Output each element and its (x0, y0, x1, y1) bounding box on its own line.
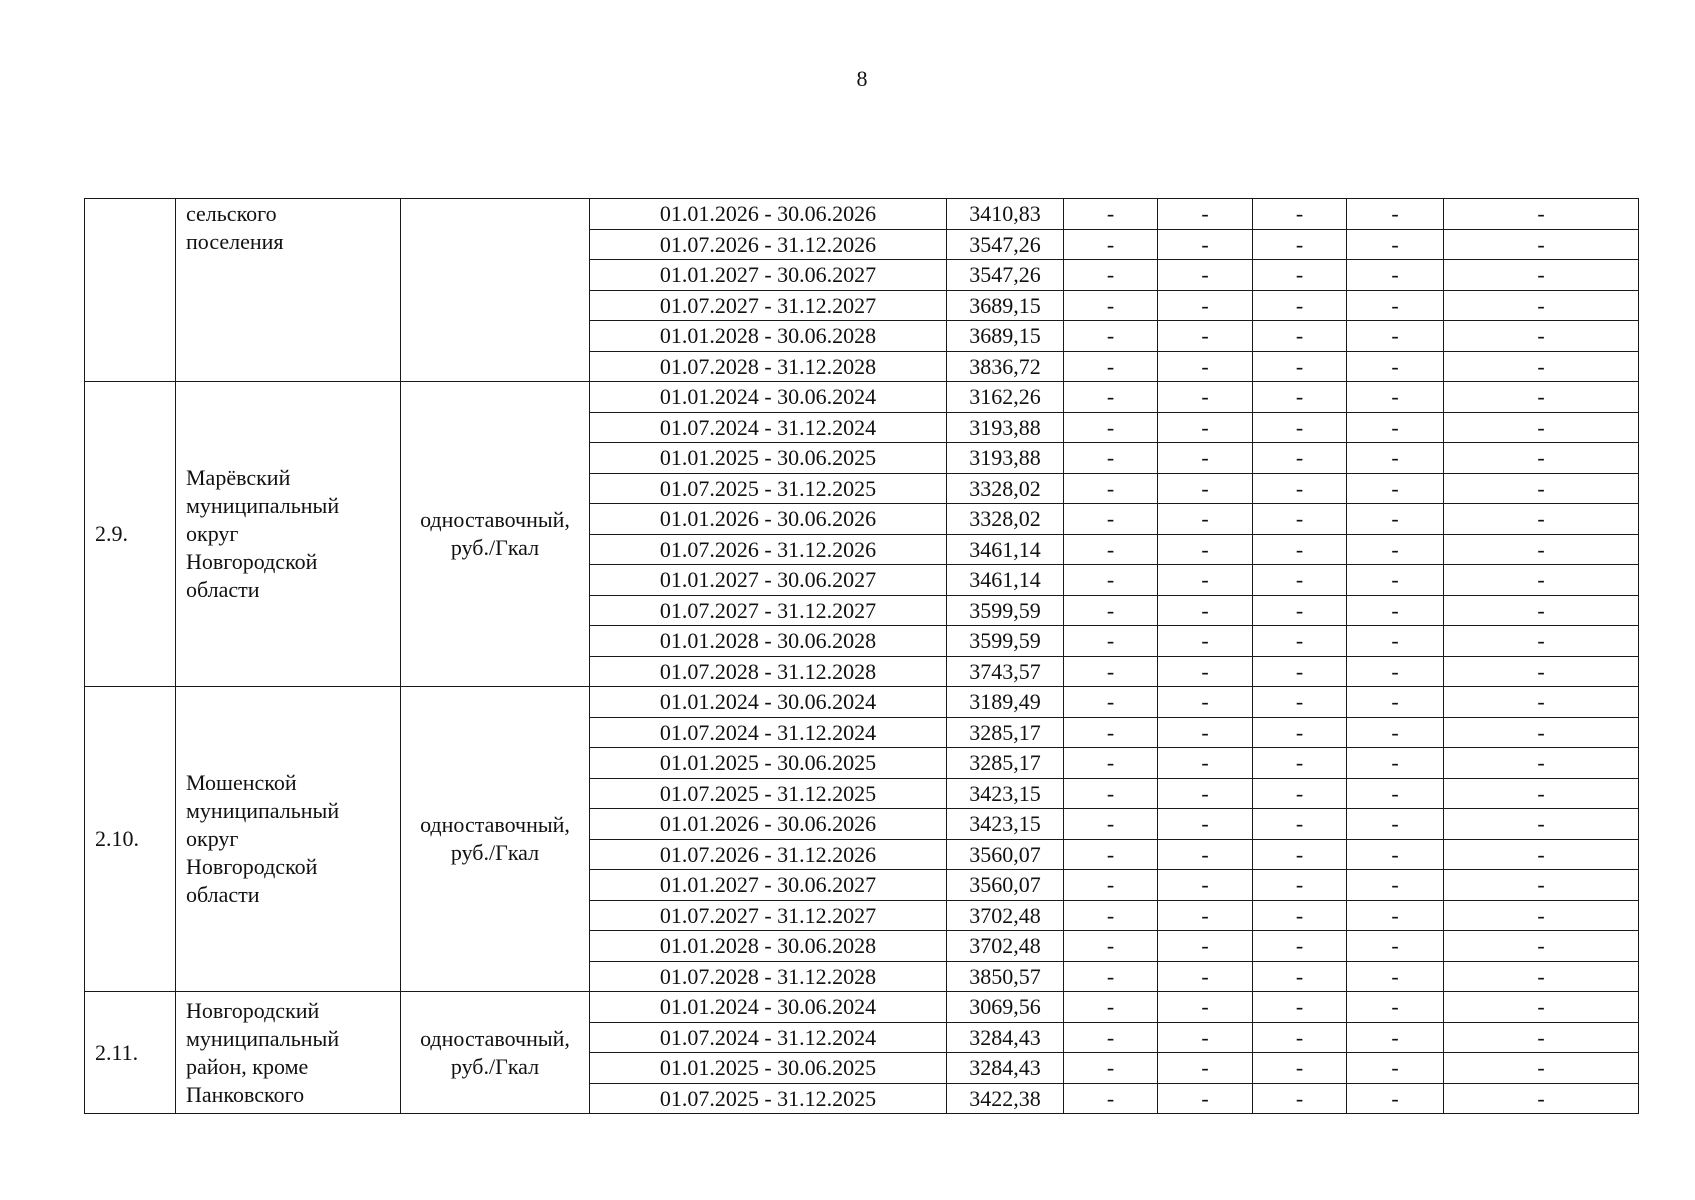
empty-value-cell: - (1158, 748, 1253, 779)
period-cell: 01.01.2024 - 30.06.2024 (590, 382, 947, 413)
empty-value-cell: - (1253, 534, 1347, 565)
municipality-name-line: Мошенской (186, 770, 297, 795)
empty-value-cell: - (1253, 839, 1347, 870)
empty-value-cell: - (1253, 565, 1347, 596)
empty-value-cell: - (1064, 351, 1158, 382)
period-cell: 01.07.2025 - 31.12.2025 (590, 473, 947, 504)
empty-value-cell: - (1347, 382, 1444, 413)
empty-value-cell: - (1158, 443, 1253, 474)
empty-value-cell: - (1158, 1022, 1253, 1053)
tariff-value-cell: 3410,83 (947, 199, 1064, 230)
empty-value-cell: - (1064, 229, 1158, 260)
empty-value-cell: - (1253, 260, 1347, 291)
municipality-name-cell (176, 382, 401, 687)
empty-value-cell: - (1444, 992, 1639, 1023)
empty-value-cell: - (1253, 992, 1347, 1023)
empty-value-cell: - (1253, 656, 1347, 687)
empty-value-cell: - (1064, 1053, 1158, 1084)
tariff-table (84, 198, 1639, 1114)
empty-value-cell: - (1253, 870, 1347, 901)
empty-value-cell: - (1347, 534, 1444, 565)
empty-value-cell: - (1347, 199, 1444, 230)
empty-value-cell: - (1444, 595, 1639, 626)
empty-value-cell: - (1347, 443, 1444, 474)
item-number-cell: 2.10. (85, 687, 176, 992)
period-cell: 01.07.2028 - 31.12.2028 (590, 961, 947, 992)
tariff-value-cell: 3285,17 (947, 748, 1064, 779)
tariff-value-cell: 3284,43 (947, 1022, 1064, 1053)
empty-value-cell: - (1347, 778, 1444, 809)
empty-value-cell: - (1347, 290, 1444, 321)
tariff-value-cell: 3461,14 (947, 565, 1064, 596)
municipality-name-line: район, кроме (186, 1053, 309, 1079)
empty-value-cell: - (1347, 1053, 1444, 1084)
period-cell: 01.07.2025 - 31.12.2025 (590, 1083, 947, 1114)
empty-value-cell: - (1253, 809, 1347, 840)
empty-value-cell: - (1064, 748, 1158, 779)
page-number: 8 (856, 66, 868, 91)
empty-value-cell: - (1253, 778, 1347, 809)
table-row (85, 382, 1639, 413)
empty-value-cell: - (1064, 382, 1158, 413)
empty-value-cell: - (1064, 1083, 1158, 1114)
empty-value-cell: - (1444, 931, 1639, 962)
empty-value-cell: - (1158, 870, 1253, 901)
empty-value-cell: - (1444, 229, 1639, 260)
tariff-value-cell: 3328,02 (947, 473, 1064, 504)
empty-value-cell: - (1444, 382, 1639, 413)
item-number-cell: 2.9. (85, 382, 176, 687)
empty-value-cell: - (1158, 656, 1253, 687)
empty-value-cell: - (1347, 870, 1444, 901)
municipality-name-line: округ (186, 521, 239, 546)
empty-value-cell: - (1253, 229, 1347, 260)
empty-value-cell: - (1347, 321, 1444, 352)
empty-value-cell: - (1253, 687, 1347, 718)
tariff-type-line: руб./Гкал (450, 535, 540, 560)
tariff-type-line: руб./Гкал (450, 840, 540, 865)
tariff-value-cell: 3193,88 (947, 412, 1064, 443)
empty-value-cell: - (1064, 992, 1158, 1023)
period-cell: 01.01.2027 - 30.06.2027 (590, 565, 947, 596)
period-cell: 01.01.2028 - 30.06.2028 (590, 931, 947, 962)
municipality-name-line: Новгородской (186, 549, 318, 574)
period-cell: 01.01.2025 - 30.06.2025 (590, 443, 947, 474)
empty-value-cell: - (1253, 748, 1347, 779)
municipality-name-line: округ (186, 826, 239, 851)
empty-value-cell: - (1444, 900, 1639, 931)
period-cell: 01.01.2024 - 30.06.2024 (590, 992, 947, 1023)
empty-value-cell: - (1064, 504, 1158, 535)
period-cell: 01.01.2026 - 30.06.2026 (590, 504, 947, 535)
empty-value-cell: - (1064, 260, 1158, 291)
empty-value-cell: - (1347, 961, 1444, 992)
period-cell: 01.07.2024 - 31.12.2024 (590, 412, 947, 443)
empty-value-cell: - (1347, 900, 1444, 931)
empty-value-cell: - (1444, 473, 1639, 504)
empty-value-cell: - (1064, 534, 1158, 565)
empty-value-cell: - (1253, 382, 1347, 413)
period-cell: 01.01.2028 - 30.06.2028 (590, 321, 947, 352)
empty-value-cell: - (1158, 534, 1253, 565)
empty-value-cell: - (1253, 504, 1347, 535)
empty-value-cell: - (1444, 961, 1639, 992)
tariff-value-cell: 3328,02 (947, 504, 1064, 535)
tariff-value-cell: 3560,07 (947, 839, 1064, 870)
tariff-value-cell: 3599,59 (947, 595, 1064, 626)
tariff-type-line: одноставочный, (420, 1025, 570, 1051)
empty-value-cell: - (1444, 1053, 1639, 1084)
tariff-value-cell: 3285,17 (947, 717, 1064, 748)
empty-value-cell: - (1064, 321, 1158, 352)
period-cell: 01.07.2025 - 31.12.2025 (590, 778, 947, 809)
empty-value-cell: - (1064, 656, 1158, 687)
empty-value-cell: - (1253, 290, 1347, 321)
empty-value-cell: - (1347, 260, 1444, 291)
empty-value-cell: - (1444, 412, 1639, 443)
empty-value-cell: - (1347, 809, 1444, 840)
empty-value-cell: - (1158, 900, 1253, 931)
period-cell: 01.01.2025 - 30.06.2025 (590, 1053, 947, 1084)
tariff-type-cell (401, 687, 590, 992)
empty-value-cell: - (1253, 1053, 1347, 1084)
empty-value-cell: - (1444, 839, 1639, 870)
empty-value-cell: - (1158, 382, 1253, 413)
empty-value-cell: - (1444, 1083, 1639, 1114)
empty-value-cell: - (1253, 626, 1347, 657)
empty-value-cell: - (1064, 626, 1158, 657)
tariff-table-body (85, 199, 1639, 1114)
empty-value-cell: - (1347, 839, 1444, 870)
empty-value-cell: - (1444, 534, 1639, 565)
empty-value-cell: - (1064, 717, 1158, 748)
empty-value-cell: - (1158, 1083, 1253, 1114)
tariff-value-cell: 3836,72 (947, 351, 1064, 382)
tariff-value-cell: 3689,15 (947, 321, 1064, 352)
empty-value-cell: - (1347, 1083, 1444, 1114)
empty-value-cell: - (1253, 412, 1347, 443)
empty-value-cell: - (1347, 748, 1444, 779)
empty-value-cell: - (1158, 992, 1253, 1023)
municipality-name-line: Марёвский (186, 465, 291, 490)
empty-value-cell: - (1158, 687, 1253, 718)
period-cell: 01.07.2028 - 31.12.2028 (590, 351, 947, 382)
empty-value-cell: - (1253, 351, 1347, 382)
municipality-name-line: Новгородской (186, 854, 318, 879)
period-cell: 01.01.2027 - 30.06.2027 (590, 260, 947, 291)
item-number-cell: 2.11. (85, 992, 176, 1114)
empty-value-cell: - (1253, 321, 1347, 352)
period-cell: 01.01.2026 - 30.06.2026 (590, 199, 947, 230)
empty-value-cell: - (1444, 290, 1639, 321)
municipality-name-line: муниципальный (186, 798, 340, 823)
empty-value-cell: - (1064, 565, 1158, 596)
municipality-name-line: области (186, 577, 260, 602)
empty-value-cell: - (1253, 473, 1347, 504)
period-cell: 01.01.2028 - 30.06.2028 (590, 626, 947, 657)
empty-value-cell: - (1158, 778, 1253, 809)
tariff-type-line: одноставочный, (420, 507, 570, 532)
empty-value-cell: - (1444, 717, 1639, 748)
empty-value-cell: - (1253, 961, 1347, 992)
empty-value-cell: - (1347, 687, 1444, 718)
period-cell: 01.07.2024 - 31.12.2024 (590, 1022, 947, 1053)
empty-value-cell: - (1158, 473, 1253, 504)
tariff-type-line: одноставочный, (420, 812, 570, 837)
tariff-type-cell (401, 382, 590, 687)
empty-value-cell: - (1253, 900, 1347, 931)
empty-value-cell: - (1347, 656, 1444, 687)
empty-value-cell: - (1158, 595, 1253, 626)
tariff-value-cell: 3702,48 (947, 900, 1064, 931)
empty-value-cell: - (1158, 351, 1253, 382)
empty-value-cell: - (1064, 595, 1158, 626)
empty-value-cell: - (1444, 778, 1639, 809)
empty-value-cell: - (1253, 595, 1347, 626)
empty-value-cell: - (1158, 412, 1253, 443)
empty-value-cell: - (1347, 1022, 1444, 1053)
municipality-name-line: поселения (186, 229, 284, 254)
tariff-value-cell: 3423,15 (947, 778, 1064, 809)
tariff-value-cell: 3689,15 (947, 290, 1064, 321)
table-row (85, 992, 1639, 1023)
empty-value-cell: - (1064, 961, 1158, 992)
period-cell: 01.07.2026 - 31.12.2026 (590, 229, 947, 260)
table-row (85, 687, 1639, 718)
empty-value-cell: - (1064, 443, 1158, 474)
municipality-name-cell (176, 992, 401, 1114)
empty-value-cell: - (1064, 199, 1158, 230)
tariff-type-cell (401, 199, 590, 382)
period-cell: 01.07.2027 - 31.12.2027 (590, 595, 947, 626)
empty-value-cell: - (1158, 717, 1253, 748)
municipality-name-line: Панковского (186, 1081, 305, 1107)
tariff-value-cell: 3162,26 (947, 382, 1064, 413)
empty-value-cell: - (1347, 412, 1444, 443)
tariff-value-cell: 3599,59 (947, 626, 1064, 657)
empty-value-cell: - (1064, 473, 1158, 504)
period-cell: 01.07.2026 - 31.12.2026 (590, 839, 947, 870)
empty-value-cell: - (1158, 321, 1253, 352)
municipality-name-cell (176, 687, 401, 992)
empty-value-cell: - (1064, 931, 1158, 962)
period-cell: 01.07.2028 - 31.12.2028 (590, 656, 947, 687)
tariff-value-cell: 3702,48 (947, 931, 1064, 962)
tariff-value-cell: 3547,26 (947, 229, 1064, 260)
municipality-name-cell (176, 199, 401, 382)
empty-value-cell: - (1158, 839, 1253, 870)
period-cell: 01.07.2027 - 31.12.2027 (590, 290, 947, 321)
tariff-value-cell: 3547,26 (947, 260, 1064, 291)
empty-value-cell: - (1444, 1022, 1639, 1053)
empty-value-cell: - (1064, 839, 1158, 870)
table-row (85, 199, 1639, 230)
tariff-type-cell (401, 992, 590, 1114)
period-cell: 01.07.2027 - 31.12.2027 (590, 900, 947, 931)
empty-value-cell: - (1444, 809, 1639, 840)
municipality-name-line: муниципальный (186, 493, 340, 518)
tariff-value-cell: 3461,14 (947, 534, 1064, 565)
empty-value-cell: - (1253, 199, 1347, 230)
tariff-value-cell: 3422,38 (947, 1083, 1064, 1114)
empty-value-cell: - (1444, 565, 1639, 596)
period-cell: 01.01.2024 - 30.06.2024 (590, 687, 947, 718)
tariff-value-cell: 3423,15 (947, 809, 1064, 840)
empty-value-cell: - (1064, 778, 1158, 809)
empty-value-cell: - (1444, 504, 1639, 535)
empty-value-cell: - (1444, 199, 1639, 230)
empty-value-cell: - (1253, 443, 1347, 474)
empty-value-cell: - (1444, 687, 1639, 718)
empty-value-cell: - (1444, 321, 1639, 352)
tariff-value-cell: 3193,88 (947, 443, 1064, 474)
item-number-cell (85, 199, 176, 382)
empty-value-cell: - (1347, 473, 1444, 504)
empty-value-cell: - (1444, 656, 1639, 687)
empty-value-cell: - (1347, 504, 1444, 535)
empty-value-cell: - (1158, 1053, 1253, 1084)
tariff-value-cell: 3850,57 (947, 961, 1064, 992)
period-cell: 01.07.2026 - 31.12.2026 (590, 534, 947, 565)
empty-value-cell: - (1347, 229, 1444, 260)
empty-value-cell: - (1347, 717, 1444, 748)
empty-value-cell: - (1347, 565, 1444, 596)
empty-value-cell: - (1444, 443, 1639, 474)
empty-value-cell: - (1253, 717, 1347, 748)
municipality-name-line: сельского (186, 201, 277, 226)
empty-value-cell: - (1347, 992, 1444, 1023)
tariff-type-line: руб./Гкал (450, 1053, 540, 1079)
empty-value-cell: - (1064, 870, 1158, 901)
empty-value-cell: - (1444, 351, 1639, 382)
municipality-name-line: области (186, 882, 260, 907)
empty-value-cell: - (1444, 870, 1639, 901)
period-cell: 01.01.2026 - 30.06.2026 (590, 809, 947, 840)
tariff-value-cell: 3189,49 (947, 687, 1064, 718)
tariff-value-cell: 3743,57 (947, 656, 1064, 687)
empty-value-cell: - (1064, 900, 1158, 931)
empty-value-cell: - (1253, 1083, 1347, 1114)
empty-value-cell: - (1253, 1022, 1347, 1053)
empty-value-cell: - (1347, 626, 1444, 657)
empty-value-cell: - (1444, 260, 1639, 291)
empty-value-cell: - (1064, 809, 1158, 840)
municipality-name-line: муниципальный (186, 1025, 340, 1051)
empty-value-cell: - (1347, 351, 1444, 382)
empty-value-cell: - (1444, 748, 1639, 779)
period-cell: 01.01.2025 - 30.06.2025 (590, 748, 947, 779)
empty-value-cell: - (1158, 229, 1253, 260)
period-cell: 01.07.2024 - 31.12.2024 (590, 717, 947, 748)
empty-value-cell: - (1064, 412, 1158, 443)
empty-value-cell: - (1158, 626, 1253, 657)
empty-value-cell: - (1347, 595, 1444, 626)
empty-value-cell: - (1158, 260, 1253, 291)
empty-value-cell: - (1158, 931, 1253, 962)
tariff-value-cell: 3069,56 (947, 992, 1064, 1023)
empty-value-cell: - (1064, 290, 1158, 321)
empty-value-cell: - (1158, 290, 1253, 321)
empty-value-cell: - (1064, 687, 1158, 718)
empty-value-cell: - (1444, 626, 1639, 657)
empty-value-cell: - (1064, 1022, 1158, 1053)
empty-value-cell: - (1158, 809, 1253, 840)
empty-value-cell: - (1253, 931, 1347, 962)
empty-value-cell: - (1158, 565, 1253, 596)
tariff-value-cell: 3284,43 (947, 1053, 1064, 1084)
municipality-name-line: Новгородский (186, 997, 320, 1023)
empty-value-cell: - (1347, 931, 1444, 962)
empty-value-cell: - (1158, 199, 1253, 230)
period-cell: 01.01.2027 - 30.06.2027 (590, 870, 947, 901)
tariff-value-cell: 3560,07 (947, 870, 1064, 901)
empty-value-cell: - (1158, 961, 1253, 992)
empty-value-cell: - (1158, 504, 1253, 535)
